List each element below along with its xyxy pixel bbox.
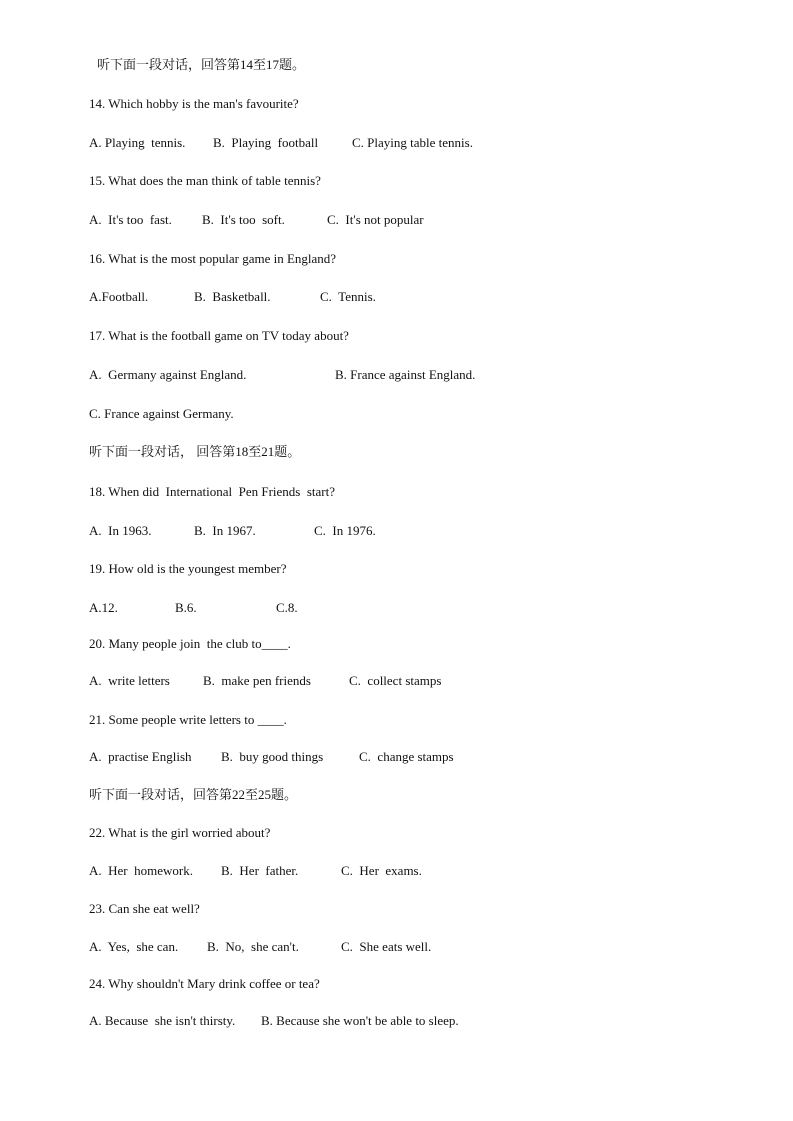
option-b: B. Basketball. [194,289,271,304]
section-heading-22-25: 听下面一段对话，回答第22至25题。 [89,787,298,802]
option-c: C. collect stamps [349,673,442,688]
section-heading-18-21: 听下面一段对话， 回答第18至21题。 [89,444,301,459]
option-b: B. Her father. [221,863,299,878]
option-c: C.8. [276,600,298,615]
option-b: B. Playing football [213,135,319,150]
option-c: C. It's not popular [327,212,424,227]
option-c: C. Her exams. [341,863,422,878]
question-20: 20. Many people join the club to____. [89,636,291,651]
option-a: A. Playing tennis. [89,135,186,150]
option-b: B. France against England. [335,367,476,382]
option-b: B. Because she won't be able to sleep. [261,1013,459,1028]
option-a: A. write letters [89,673,170,688]
option-b: B. make pen friends [203,673,311,688]
option-a: A. Yes, she can. [89,939,179,954]
question-15: 15. What does the man think of table tennis? [89,173,321,188]
option-c: C. Playing table tennis. [352,135,473,150]
option-b: B. No, she can't. [207,939,299,954]
question-22: 22. What is the girl worried about? [89,825,271,840]
question-19: 19. How old is the youngest member? [89,561,287,576]
option-c: C. change stamps [359,749,454,764]
option-a: A. practise English [89,749,192,764]
question-24: 24. Why shouldn't Mary drink coffee or tea? [89,976,320,991]
option-a: A. Because she isn't thirsty. [89,1013,236,1028]
option-c: C. In 1976. [314,523,376,538]
question-18: 18. When did International Pen Friends start? [89,484,335,499]
option-a: A. Germany against England. [89,367,247,382]
option-b: B. buy good things [221,749,324,764]
option-a: A.12. [89,600,118,615]
option-a: A. It's too fast. [89,212,172,227]
question-16: 16. What is the most popular game in England? [89,251,337,266]
option-b: B.6. [175,600,197,615]
question-17: 17. What is the football game on TV today about? [89,328,349,343]
option-a: A.Football. [89,289,149,304]
question-23: 23. Can she eat well? [89,901,200,916]
option-c: C. She eats well. [341,939,432,954]
option-a: A. In 1963. [89,523,152,538]
option-b: B. In 1967. [194,523,256,538]
option-a: A. Her homework. [89,863,193,878]
option-c: C. Tennis. [320,289,376,304]
question-21: 21. Some people write letters to ____. [89,712,287,727]
option-c-17: C. France against Germany. [89,406,234,421]
option-b: B. It's too soft. [202,212,285,227]
question-14: 14. Which hobby is the man's favourite? [89,96,299,111]
section-heading-14-17: 听下面一段对话，回答第14至17题。 [97,57,306,72]
